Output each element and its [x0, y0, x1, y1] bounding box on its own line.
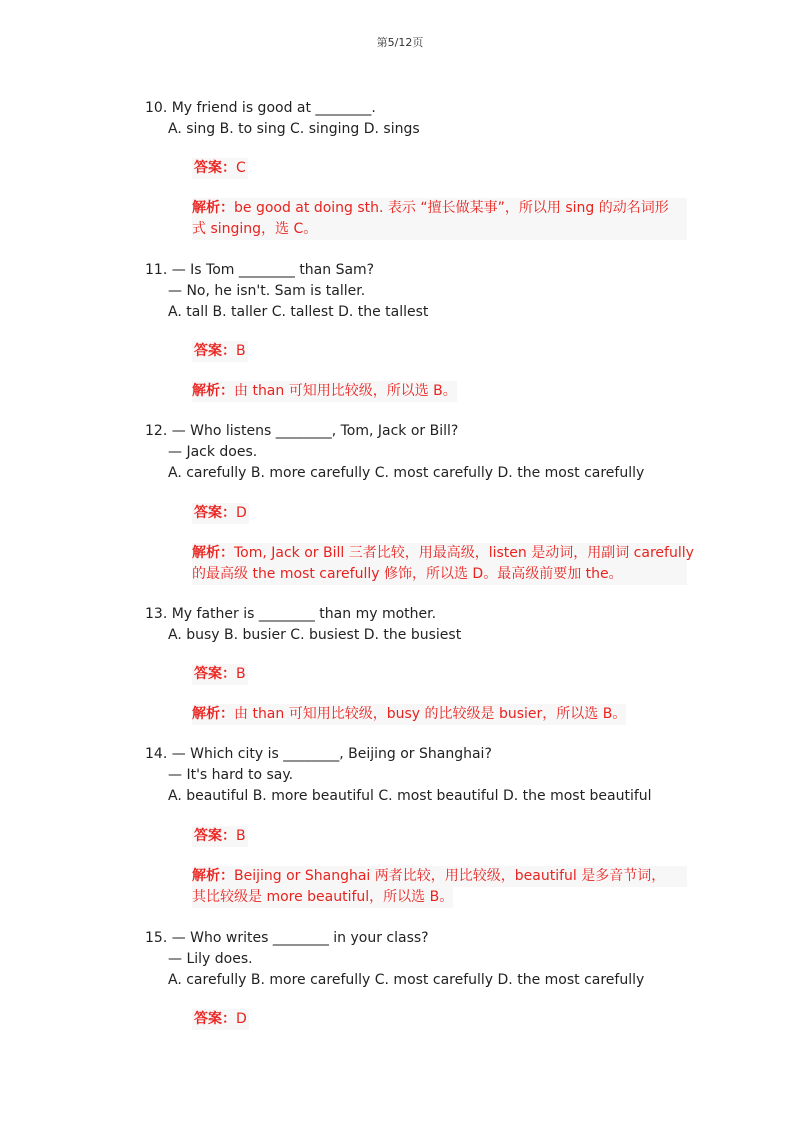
- question-11: [145, 260, 705, 323]
- dialogue-line: — Jack does.: [168, 444, 258, 460]
- explanation-line: be good at doing sth. 表示 “擅长做某事”，所以用 sing 的动名词形: [234, 200, 669, 216]
- answer-12: [192, 503, 692, 524]
- question-options: A. beautiful B. more beautiful C. most beautiful D. the most beautiful: [168, 788, 652, 804]
- question-options: A. carefully B. more carefully C. most carefully D. the most carefully: [168, 972, 645, 988]
- explanation-14: [192, 866, 687, 908]
- dialogue-line: — Lily does.: [168, 951, 253, 967]
- answer-label: 答案：: [194, 666, 236, 682]
- question-13: [145, 604, 705, 646]
- question-options: A. sing B. to sing C. singing D. sings: [168, 121, 420, 137]
- answer-13: [192, 664, 692, 685]
- explanation-line: 其比较级是 more beautiful，所以选 B。: [192, 887, 453, 908]
- answer-14: [192, 826, 692, 847]
- answer-value: D: [236, 1011, 247, 1027]
- question-options: A. carefully B. more carefully C. most carefully D. the most carefully: [168, 465, 645, 481]
- question-stem: 14. — Which city is ________, Beijing or Shanghai?: [145, 746, 492, 762]
- explanation-label: 解析：: [192, 706, 234, 722]
- explanation-label: 解析：: [192, 868, 234, 884]
- question-options: A. tall B. taller C. tallest D. the tallest: [168, 304, 429, 320]
- answer-value: B: [236, 666, 246, 682]
- explanation-line: 由 than 可知用比较级，busy 的比较级是 busier，所以选 B。: [234, 706, 627, 722]
- explanation-label: 解析：: [192, 383, 234, 399]
- explanation-line: 的最高级 the most carefully 修饰，所以选 D。最高级前要加 the。: [192, 564, 687, 585]
- explanation-line: Beijing or Shanghai 两者比较，用比较级，beautiful 是多音节词，: [234, 868, 666, 884]
- explanation-line: 式 singing，选 C。: [192, 219, 687, 240]
- explanation-label: 解析：: [192, 200, 234, 216]
- dialogue-line: — No, he isn't. Sam is taller.: [168, 283, 366, 299]
- page-indicator: 第5/12页: [376, 36, 424, 49]
- answer-11: [192, 341, 692, 362]
- explanation-10: [192, 198, 687, 240]
- answer-value: C: [236, 160, 246, 176]
- answer-label: 答案：: [194, 343, 236, 359]
- explanation-13: [192, 704, 687, 725]
- explanation-line: Tom, Jack or Bill 三者比较，用最高级，listen 是动词，用副词 carefully: [234, 545, 694, 561]
- explanation-11: [192, 381, 687, 402]
- explanation-12: [192, 543, 694, 585]
- answer-15: [192, 1009, 692, 1030]
- question-14: [145, 744, 705, 807]
- question-options: A. busy B. busier C. busiest D. the busiest: [168, 627, 462, 643]
- question-stem: 11. — Is Tom ________ than Sam?: [145, 262, 375, 278]
- answer-value: B: [236, 343, 246, 359]
- question-stem: 15. — Who writes ________ in your class?: [145, 930, 429, 946]
- dialogue-line: — It's hard to say.: [168, 767, 294, 783]
- answer-label: 答案：: [194, 828, 236, 844]
- question-stem: 12. — Who listens ________, Tom, Jack or Bill?: [145, 423, 459, 439]
- answer-10: [192, 158, 692, 179]
- question-stem: 10. My friend is good at ________.: [145, 100, 376, 116]
- question-15: [145, 928, 705, 991]
- explanation-line: 由 than 可知用比较级，所以选 B。: [234, 383, 457, 399]
- question-12: [145, 421, 705, 484]
- answer-value: D: [236, 505, 247, 521]
- answer-value: B: [236, 828, 246, 844]
- answer-label: 答案：: [194, 1011, 236, 1027]
- explanation-label: 解析：: [192, 545, 234, 561]
- answer-label: 答案：: [194, 505, 236, 521]
- answer-label: 答案：: [194, 160, 236, 176]
- question-10: [145, 98, 705, 140]
- question-stem: 13. My father is ________ than my mother.: [145, 606, 437, 622]
